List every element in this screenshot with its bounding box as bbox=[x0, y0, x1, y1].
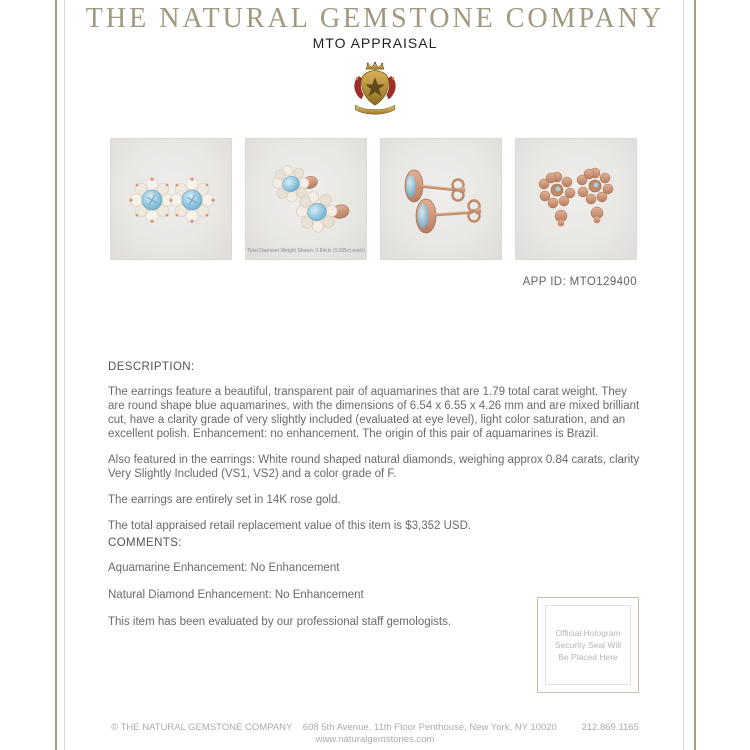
app-id: APP ID: MTO129400 bbox=[522, 276, 637, 288]
description-heading: DESCRIPTION: bbox=[108, 361, 195, 373]
footer-address: 608 5th Avenue, 11th Floor Penthouse, New York, NY 10020 bbox=[302, 722, 557, 733]
document-subtitle: MTO APPRAISAL bbox=[312, 35, 438, 51]
footer bbox=[60, 722, 690, 746]
diamond-weight-caption: Total Diamond Weight Shown: 0.84cts (0.035ct each) bbox=[247, 248, 365, 254]
footer-phone: 212.869.1165 bbox=[581, 722, 639, 733]
comment-line: Aquamarine Enhancement: No Enhancement bbox=[108, 562, 340, 574]
right-inner-border-rule bbox=[683, 0, 684, 750]
footer-company: © THE NATURAL GEMSTONE COMPANY bbox=[111, 722, 293, 733]
left-border-rule bbox=[55, 0, 57, 750]
footer-website: www.naturalgemstones.com bbox=[315, 734, 435, 745]
heraldic-crest-icon bbox=[348, 60, 402, 118]
company-title: THE NATURAL GEMSTONE COMPANY bbox=[85, 3, 665, 34]
photo-earrings-side bbox=[380, 138, 502, 260]
description-paragraph: The total appraised retail replacement value of this item is $3,352 USD. bbox=[108, 520, 472, 532]
comment-line: Natural Diamond Enhancement: No Enhancement bbox=[108, 589, 364, 601]
footer-contact-line bbox=[60, 722, 690, 734]
description-paragraph: The earrings are entirely set in 14K rose gold. bbox=[108, 494, 341, 506]
photo-earrings-front bbox=[110, 138, 232, 260]
hologram-seal-placeholder bbox=[537, 597, 639, 693]
left-inner-border-rule bbox=[64, 0, 65, 750]
photo-earrings-angled bbox=[245, 138, 367, 260]
hologram-seal-inner-frame bbox=[545, 605, 631, 685]
description-paragraph: The earrings feature a beautiful, transparent pair of aquamarines that are 1.79 total carat weight. They are round shape blue aquamarines, with the dimensions of 6.54 x 6.55 x 4.26 mm and are mixed brilliant cut, have a clarity grade of very slightly included (evaluated at eye level), light color saturation, and an excellent polish. Enhancement: no enhancement. The origin of this pair of aquamarines is Brazil. bbox=[108, 386, 640, 440]
hologram-text-line: Official Hologram bbox=[555, 628, 621, 638]
hologram-text-line: Security Seal Will bbox=[554, 640, 622, 650]
hologram-seal-text bbox=[555, 627, 621, 663]
description-section bbox=[108, 360, 642, 545]
right-border-rule bbox=[694, 0, 696, 750]
photo-earrings-back bbox=[515, 138, 637, 260]
comment-line: This item has been evaluated by our professional staff gemologists. bbox=[108, 616, 452, 628]
description-paragraph: Also featured in the earrings: White round shaped natural diamonds, weighing approx 0.84 carats, clarity Very Slightly Included (VS1, VS2) and a color grade of F. bbox=[108, 454, 640, 480]
hologram-text-line: Be Placed Here bbox=[558, 652, 618, 662]
product-photo-row bbox=[110, 138, 637, 260]
comments-heading: COMMENTS: bbox=[108, 537, 182, 549]
